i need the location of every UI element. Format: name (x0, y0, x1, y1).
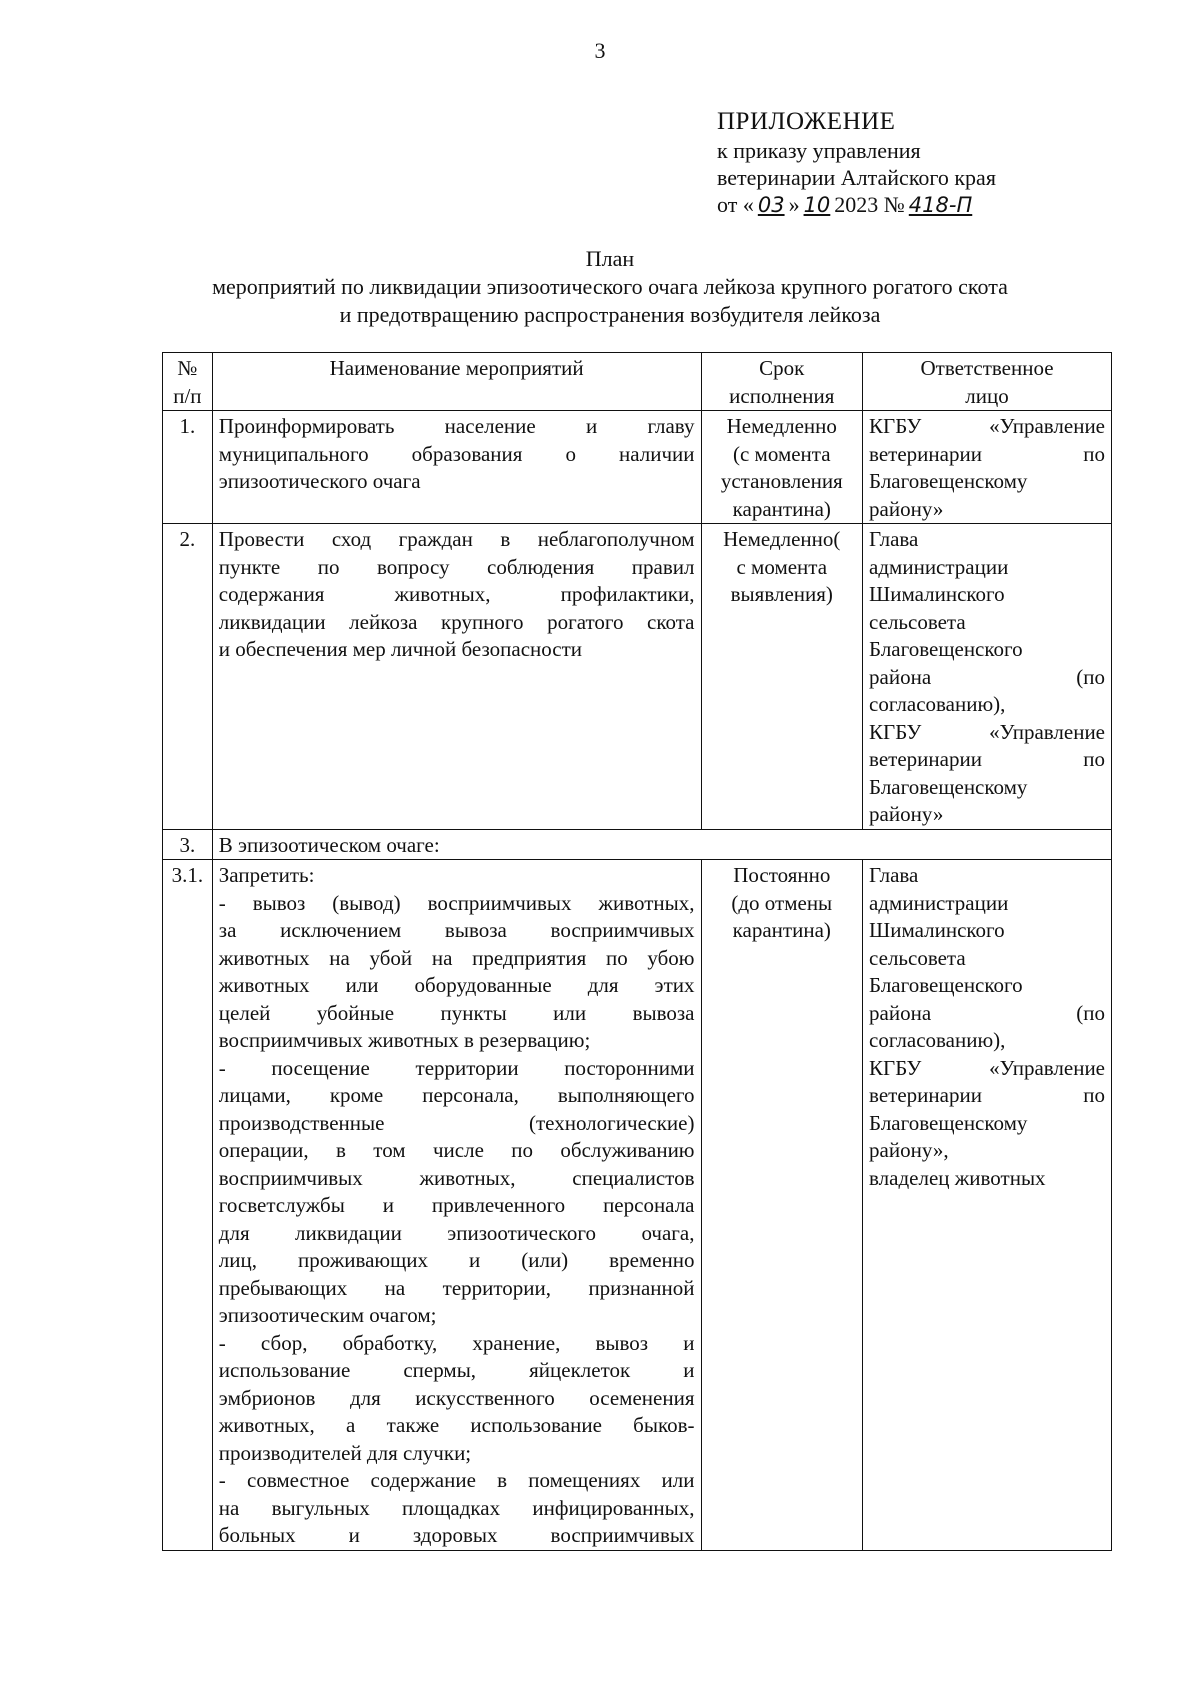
row-term-line: карантина) (732, 496, 831, 521)
row-num: 3.1. (163, 860, 213, 1551)
row-name-line: производителей для случки; (218, 1440, 472, 1465)
table-header-row (163, 353, 1112, 411)
header-resp (863, 353, 1112, 411)
row-name-line: - сбор, обработку, хранение, вывоз и (218, 1330, 695, 1355)
row-term-line: Немедленно (726, 414, 837, 438)
row-term-line: с момента (736, 554, 828, 579)
row-name (212, 860, 701, 1551)
row-name-line: целей убойные пункты или вывоза (218, 1000, 695, 1025)
header-term (701, 353, 863, 411)
row-name-line: - вывоз (вывод) восприимчивых животных, (218, 890, 695, 915)
row-resp-line: сельсовета (869, 945, 966, 970)
row-name-line: муниципального образования о наличии (218, 441, 695, 466)
row-term-line: выявления) (730, 582, 833, 606)
header-name: Наименование мероприятий (212, 353, 701, 411)
row-resp-line: КГБУ «Управление (869, 719, 1105, 744)
row-resp-line: КГБУ «Управление (869, 414, 1105, 438)
row-resp-line: ветеринарии по (869, 441, 1105, 466)
appendix-heading: ПРИЛОЖЕНИЕ (717, 108, 896, 135)
row-name-line: эпизоотическим очагом; (218, 1303, 437, 1327)
row-term-line: (с момента (732, 441, 831, 466)
row-resp-line: Шималинского (869, 582, 1005, 606)
row-resp-line: району» (869, 802, 944, 826)
row-term (701, 411, 863, 524)
date-prefix: от « (717, 192, 754, 217)
row-resp-line: Благовещенскому (869, 1110, 1028, 1135)
row-name-line: лицами, кроме персонала, выполняющего (218, 1083, 695, 1107)
table-row (163, 524, 1112, 830)
row-name (212, 411, 701, 524)
row-name-line: больных и здоровых восприимчивых (218, 1523, 695, 1547)
row-name-line: восприимчивых животных, специалистов (218, 1165, 695, 1190)
row-resp-line: района (по (869, 1000, 1105, 1025)
table-row (163, 829, 1112, 860)
row-resp-line: КГБУ «Управление (869, 1055, 1105, 1080)
row-name-line: Запретить: (218, 863, 315, 887)
row-resp-line: Благовещенскому (869, 774, 1028, 799)
table-row (163, 860, 1112, 1551)
date-mid: » (788, 192, 800, 217)
page-number: 3 (594, 38, 606, 63)
row-resp-line: ветеринарии по (869, 1083, 1105, 1107)
table-row (163, 411, 1112, 524)
row-resp-line: Глава (869, 863, 919, 887)
row-num: 2. (163, 524, 213, 830)
row-resp-line: району» (869, 496, 944, 521)
appendix-line-1: к приказу управления (717, 138, 921, 163)
row-name-line: для ликвидации эпизоотического очага, (218, 1220, 695, 1245)
row-resp-line: Благовещенского (869, 637, 1023, 661)
row-resp-line: Благовещенскому (869, 469, 1028, 493)
row-term-line: карантина) (732, 918, 831, 942)
date-day-handwritten: 03 (757, 193, 785, 217)
row-name-line: пункте по вопросу соблюдения правил (218, 554, 695, 579)
row-resp-line: владелец животных (869, 1165, 1046, 1190)
document-title (120, 245, 1100, 329)
row-term (701, 524, 863, 830)
title-line-3: и предотвращению распространения возбудителя лейкоза (339, 302, 881, 327)
row-name-line: ликвидации лейкоза крупного рогатого скота (218, 609, 695, 634)
header-num-line: № (177, 356, 198, 380)
row-name-line: Провести сход граждан в неблагополучном (218, 527, 695, 551)
order-number-handwritten: 418-П (908, 193, 973, 217)
row-resp-line: району», (869, 1138, 949, 1162)
row-term-line: (до отмены (731, 890, 833, 915)
row-name-line: пребывающих на территории, признанной (218, 1275, 695, 1300)
row-name-line: и обеспечения мер личной безопасности (218, 637, 583, 661)
title-line-2: мероприятий по ликвидации эпизоотического очага лейкоза крупного рогатого скота (212, 274, 1008, 299)
row-num: 3. (163, 829, 213, 860)
row-name-line: на выгульных площадках инфицированных, (218, 1495, 695, 1520)
row-name-line: животных или оборудованные для этих (218, 973, 695, 997)
row-name-line: Проинформировать население и главу (218, 414, 695, 438)
row-name-line: животных на убой на предприятия по убою (218, 945, 695, 970)
row-resp-line: администрации (869, 554, 1009, 579)
appendix-line-2: ветеринарии Алтайского края (717, 165, 996, 190)
appendix-block (717, 108, 996, 219)
row-term-line: Немедленно( (723, 527, 841, 551)
date-month-handwritten: 10 (803, 193, 831, 217)
row-name-line: использование спермы, яйцеклеток и (218, 1358, 695, 1382)
row-name-line: производственные (технологические) (218, 1110, 695, 1135)
row-name (212, 524, 701, 830)
row-resp-line: Шималинского (869, 918, 1005, 942)
row-resp-line: сельсовета (869, 609, 966, 634)
row-num: 1. (163, 411, 213, 524)
order-date-line (717, 191, 996, 219)
row-resp-line: согласованию), (869, 1028, 1006, 1052)
row-resp-line: района (по (869, 664, 1105, 689)
row-name-line: - посещение территории посторонними (218, 1055, 695, 1080)
plan-table (162, 352, 1112, 1551)
row-resp (863, 860, 1112, 1551)
row-resp-line: согласованию), (869, 692, 1006, 716)
row-name-line: эпизоотического очага (218, 469, 421, 493)
header-resp-line: лицо (965, 383, 1009, 408)
row-name-line: лиц, проживающих и (или) временно (218, 1248, 695, 1272)
row-term (701, 860, 863, 1551)
row-name-line: содержания животных, профилактики, (218, 582, 695, 606)
header-term-line: исполнения (729, 383, 835, 408)
row-name-line: животных, а также использование быков- (218, 1413, 695, 1437)
row-name-line: операции, в том числе по обслуживанию (218, 1138, 695, 1162)
header-resp-line: Ответственное (920, 356, 1054, 380)
header-term-line: Срок (759, 356, 805, 380)
row-name-line: госветслужбы и привлеченного персонала (218, 1193, 695, 1217)
row-term-line: Постоянно (733, 863, 831, 887)
header-num (163, 353, 213, 411)
row-name-line: эмбрионов для искусственного осеменения (218, 1385, 695, 1410)
row-resp (863, 411, 1112, 524)
row-resp-line: ветеринарии по (869, 747, 1105, 771)
row-name-line: - совместное содержание в помещениях или (218, 1468, 695, 1492)
row-resp-line: Глава (869, 527, 919, 551)
section-heading: В эпизоотическом очаге: (212, 829, 1111, 860)
row-resp-line: администрации (869, 890, 1009, 915)
row-name-line: за исключением вывоза восприимчивых (218, 918, 695, 942)
row-resp (863, 524, 1112, 830)
title-line-1: План (585, 246, 635, 271)
header-num-line: п/п (173, 383, 202, 408)
row-term-line: установления (720, 469, 843, 493)
row-name-line: восприимчивых животных в резервацию; (218, 1028, 591, 1052)
date-year: 2023 № (834, 192, 905, 217)
row-resp-line: Благовещенского (869, 973, 1023, 997)
